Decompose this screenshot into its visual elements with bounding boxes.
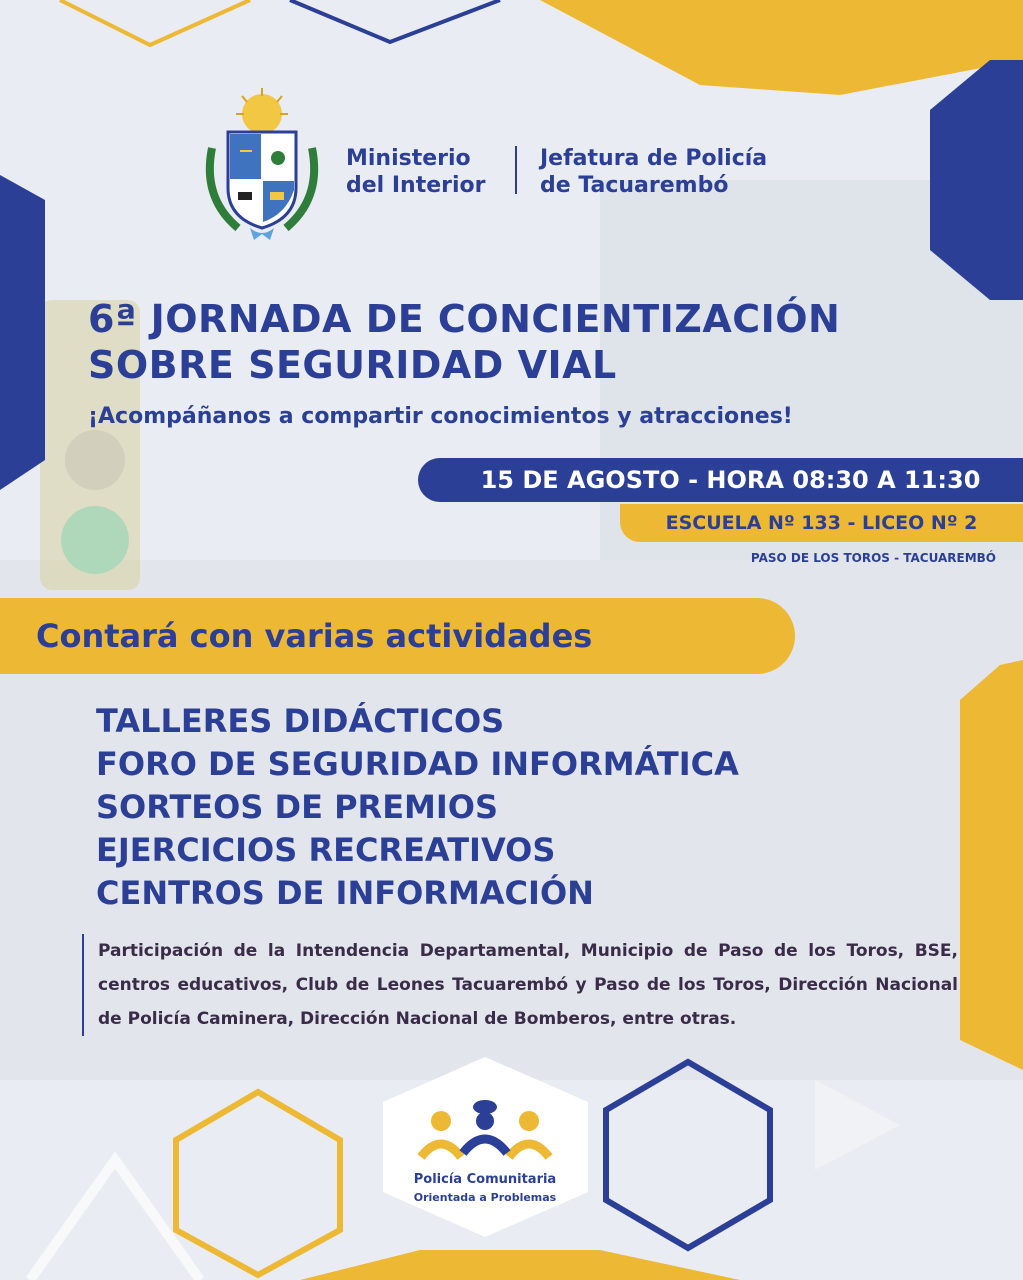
activity-item: EJERCICIOS RECREATIVOS <box>96 831 556 869</box>
event-venue: ESCUELA Nº 133 - LICEO Nº 2 <box>620 504 1023 542</box>
uruguay-coat-of-arms-icon <box>198 88 326 248</box>
police-line2: de Tacuarembó <box>540 173 729 198</box>
event-location: PASO DE LOS TOROS - TACUAREMBÓ <box>750 551 996 565</box>
participation-note: Participación de la Intendencia Departamental, Municipio de Paso de los Toros, BSE, centros educativos, Club de Leones Tacuarembó y Paso de los Toros, Dirección Nacional de Policía Caminera, Dirección Nacional de Bomberos, entre otras. <box>82 934 958 1036</box>
activity-item: TALLERES DIDÁCTICOS <box>96 702 505 740</box>
header-divider <box>515 146 517 194</box>
activity-item: SORTEOS DE PREMIOS <box>96 788 499 826</box>
activities-list <box>96 700 739 915</box>
footer-logo-line2: Orientada a Problemas <box>413 1191 557 1204</box>
activity-item: FORO DE SEGURIDAD INFORMÁTICA <box>96 745 739 783</box>
ministry-line2: del Interior <box>346 173 486 198</box>
activities-heading: Contará con varias actividades <box>0 598 795 674</box>
event-title-line1: 6ª JORNADA DE CONCIENTIZACIÓN <box>88 297 841 341</box>
event-date-time: 15 DE AGOSTO - HORA 08:30 A 11:30 <box>418 458 1023 502</box>
police-line1: Jefatura de Policía <box>540 146 768 171</box>
event-title <box>88 296 840 388</box>
footer-logo-line1: Policía Comunitaria <box>413 1172 557 1187</box>
policia-comunitaria-logo-icon <box>383 1057 588 1237</box>
event-title-line2: SOBRE SEGURIDAD VIAL <box>88 343 617 387</box>
event-subtitle: ¡Acompáñanos a compartir conocimientos y atracciones! <box>88 404 793 429</box>
ministry-line1: Ministerio <box>346 146 471 171</box>
activity-item: CENTROS DE INFORMACIÓN <box>96 874 594 912</box>
